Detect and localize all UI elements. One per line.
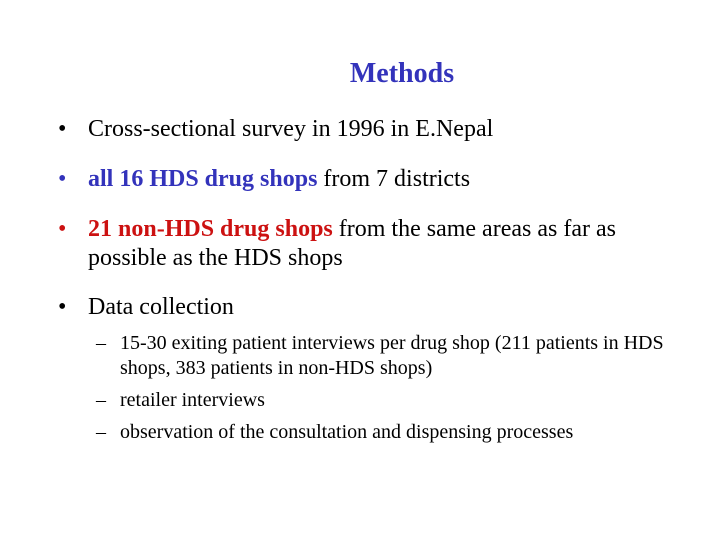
sub-marker: –	[96, 421, 106, 443]
bullet-data-collection-text: Data collection	[88, 294, 234, 320]
sub-item-text: retailer interviews	[120, 389, 265, 411]
sub-marker: –	[96, 389, 106, 411]
slide-title	[0, 56, 720, 92]
hds-shops-rest: from 7 districts	[317, 166, 471, 192]
bullet-data-collection	[58, 293, 678, 322]
hds-shops-emphasis: all 16 HDS drug shops	[88, 166, 318, 192]
bullet-hds-shops-text	[88, 165, 678, 194]
non-hds-shops-rest: from the same areas as far as possible as the HDS shops	[88, 216, 616, 271]
bullet-non-hds-shops	[58, 215, 678, 273]
sub-marker: –	[96, 332, 106, 354]
bullet-marker: •	[58, 294, 67, 320]
sub-item-text: 15-30 exiting patient interviews per drug shop (211 patients in HDS shops, 383 patients in non-HDS shops)	[120, 332, 664, 379]
bullet-marker: •	[58, 116, 67, 142]
sub-item-retailer-interviews	[96, 388, 676, 413]
non-hds-shops-emphasis: 21 non-HDS drug shops	[88, 216, 333, 242]
bullet-marker: •	[58, 166, 67, 192]
sub-item-observation	[96, 420, 676, 445]
bullet-survey	[58, 115, 678, 144]
slide-title-text: Methods	[349, 58, 455, 89]
bullet-survey-text: Cross-sectional survey in 1996 in E.Nepal	[88, 116, 494, 142]
bullet-hds-shops	[58, 165, 678, 194]
sub-item-patient-interviews	[96, 331, 676, 381]
bullet-marker: •	[58, 216, 67, 242]
bullet-non-hds-shops-text	[88, 215, 678, 273]
sub-item-text: observation of the consultation and dispensing processes	[120, 421, 574, 443]
